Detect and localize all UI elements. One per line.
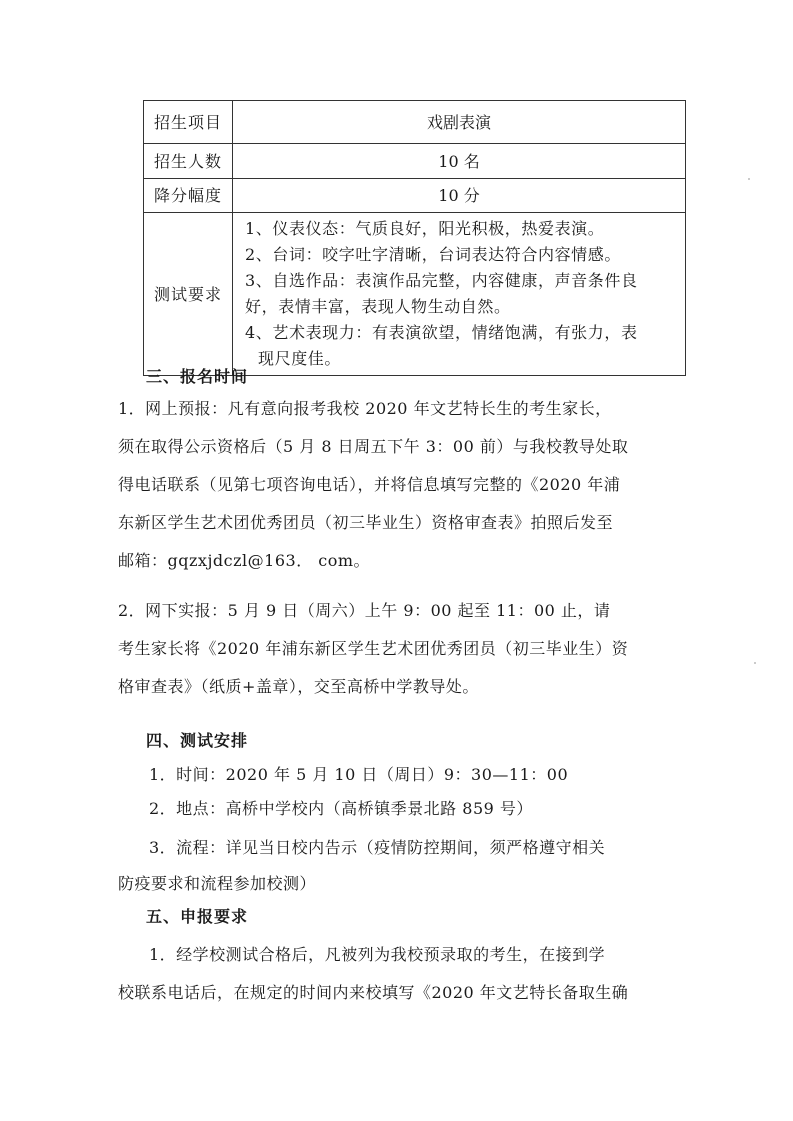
text-line: 1．网上预报：凡有意向报考我校 2020 年文艺特长生的考生家长， (118, 399, 612, 418)
section-heading-registration-time: 三、报名时间 (146, 367, 249, 386)
text-line: 1．经学校测试合格后，凡被列为我校预录取的考生，在接到学 (149, 945, 606, 964)
table-row (144, 213, 686, 376)
text-line: 防疫要求和流程参加校测） (118, 874, 317, 893)
table-label-score-reduction: 降分幅度 (144, 179, 233, 213)
paragraph-admission-confirmation (118, 936, 684, 1012)
text-line: 校联系电话后，在规定的时间内来校填写《2020 年文艺特长备取生确 (118, 983, 629, 1002)
text-line: 3．流程：详见当日校内告示（疫情防控期间，须严格遵守相关 (149, 838, 606, 857)
paragraph-test-flow (118, 830, 684, 902)
table-label-project: 招生项目 (144, 101, 233, 144)
table-value-score-reduction: 10 分 (233, 179, 686, 213)
scan-speck (754, 662, 756, 664)
list-test-arrangement (118, 758, 684, 826)
section-heading-test-arrangement: 四、测试安排 (146, 731, 249, 750)
text-line: 1．时间：2020 年 5 月 10 日（周日）9：30—11：00 (149, 765, 569, 784)
table-value-quota: 10 名 (233, 144, 686, 179)
requirement-line: 3、自选作品：表演作品完整，内容健康，声音条件良 (245, 271, 638, 290)
text-line: 须在取得公示资格后（5 月 8 日周五下午 3：00 前）与我校教导处取 (118, 437, 629, 456)
table-value-requirements (233, 213, 686, 376)
requirement-line: 1、仪表仪态：气质良好，阳光积极，热爱表演。 (245, 219, 605, 238)
text-line: 东新区学生艺术团优秀团员（初三毕业生）资格审查表》拍照后发至 (118, 513, 614, 532)
text-line: 2．网下实报：5 月 9 日（周六）上午 9：00 起至 11：00 止，请 (118, 601, 611, 620)
requirement-line: 4、艺术表现力：有表演欲望，情绪饱满，有张力，表 (245, 323, 638, 342)
table-label-requirements: 测试要求 (144, 213, 233, 376)
enrollment-table (143, 100, 686, 376)
paragraph-online-registration (118, 390, 684, 580)
section-heading-application-requirements: 五、申报要求 (146, 907, 249, 926)
table-label-quota: 招生人数 (144, 144, 233, 179)
table-row (144, 144, 686, 179)
text-line: 得电话联系（见第七项咨询电话），并将信息填写完整的《2020 年浦 (118, 475, 621, 494)
text-line: 格审查表》（纸质+盖章），交至高桥中学教导处。 (118, 677, 479, 696)
requirement-line: 好，表情丰富，表现人物生动自然。 (245, 297, 511, 316)
table-row (144, 101, 686, 144)
text-line: 考生家长将《2020 年浦东新区学生艺术团优秀团员（初三毕业生）资 (118, 639, 629, 658)
text-line: 邮箱：gqzxjdczl@163． com。 (118, 551, 371, 570)
scan-speck (748, 178, 750, 180)
text-line: 2．地点：高桥中学校内（高桥镇季景北路 859 号） (149, 799, 533, 818)
paragraph-offline-registration (118, 592, 684, 706)
requirement-line: 现尺度佳。 (258, 349, 342, 368)
table-row (144, 179, 686, 213)
table-value-project: 戏剧表演 (233, 101, 686, 144)
requirement-line: 2、台词：咬字吐字清晰，台词表达符合内容情感。 (245, 245, 621, 264)
